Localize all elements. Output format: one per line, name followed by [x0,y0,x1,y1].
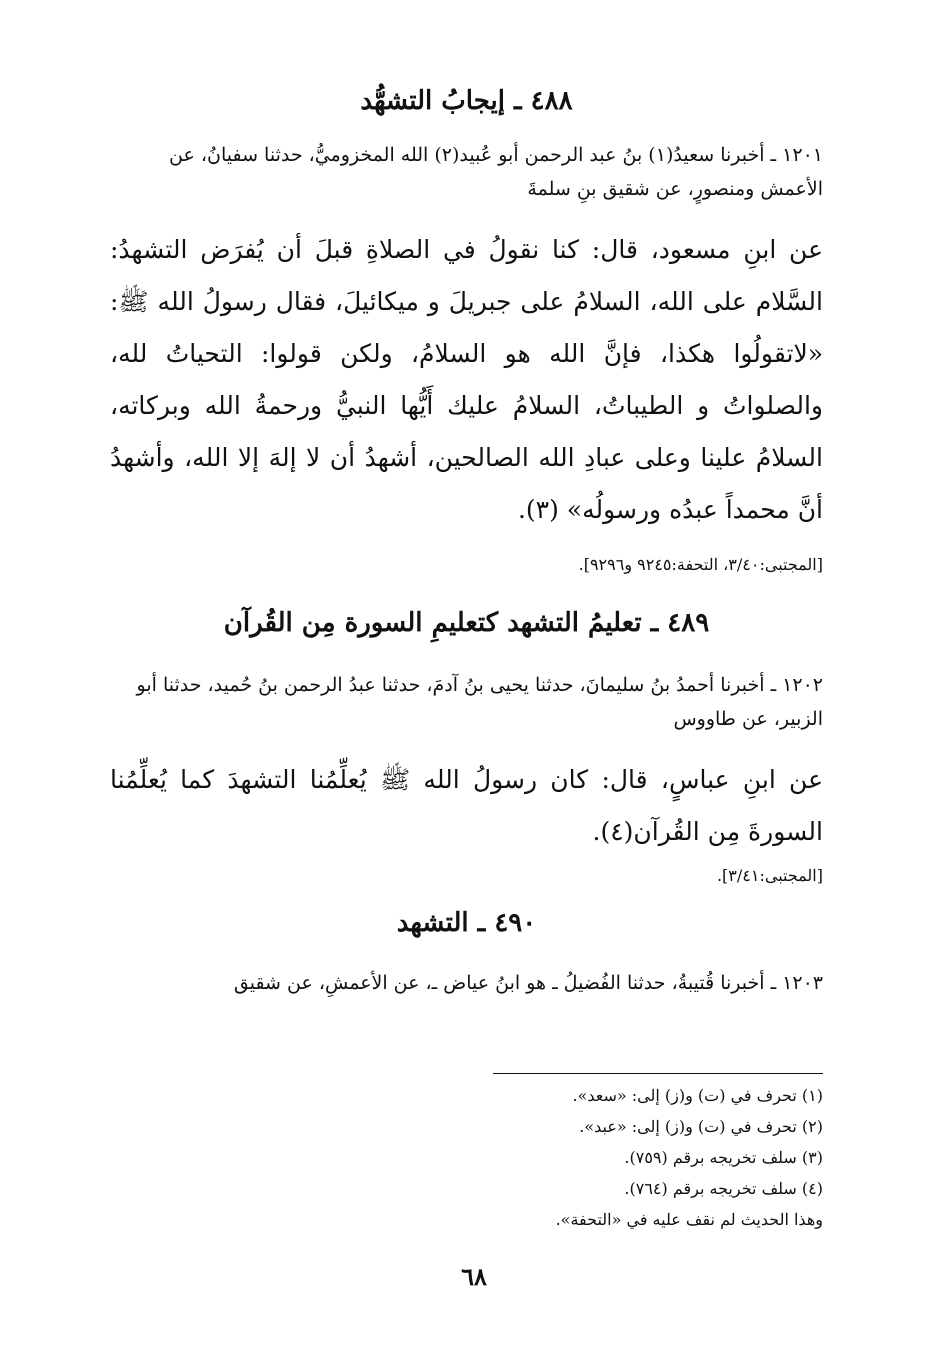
section-heading-490: ٤٩٠ ـ التشهد [396,908,537,938]
footnote-note: وهذا الحديث لم نقف عليه في «التحفة». [555,1210,823,1229]
footnote-2: (٢) تحرف في (ت) و(ز) إلى: «عبد». [579,1117,823,1136]
matn-1202: عن ابنِ عباسٍ، قال: كان رسولُ الله ﷺ يُعلِّمُنا التشهدَ كما يُعلِّمُنا السورةَ مِن القُرآن(٤). [110,765,823,846]
footnotes [110,1080,823,1235]
reference-1201: [المجتبى:٣/٤٠، التحفة:٩٢٤٥ و٩٢٩٦]. [578,555,823,574]
footnote-separator [493,1073,823,1074]
reference-1202: [المجتبى:٣/٤١]. [716,866,823,885]
page-number: ٦٨ [461,1262,487,1291]
isnad-1203: ١٢٠٣ ـ أخبرنا قُتيبةُ، حدثنا الفُضيلُ ـ هو ابنُ عياض ـ، عن الأعمشِ، عن شقيق [233,972,823,994]
footnote-1: (١) تحرف في (ت) و(ز) إلى: «سعد». [572,1086,823,1105]
section-heading-489: ٤٨٩ ـ تعليمُ التشهد كتعليمِ السورة مِن القُرآن [223,608,710,638]
matn-1201: عن ابنِ مسعود، قال: كنا نقولُ في الصلاةِ قبلَ أن يُفرَض التشهدُ: السَّلام على الله، السلامُ على جبريلَ و ميكائيلَ، فقال رسولُ الله ﷺ: «لاتقولُوا هكذا، فإنَّ الله هو السلامُ، ولكن قولوا: التحياتُ لله، والصلواتُ و الطيباتُ، السلامُ عليك أَيُّها النبيُّ ورحمةُ الله وبركاته، السلامُ علينا وعلى عبادِ الله الصالحين، أشهدُ أن لا إلهَ إلا الله، وأشهدُ أنَّ محمداً عبدُه ورسولُه» (٣). [110,235,823,524]
isnad-1202: ١٢٠٢ ـ أخبرنا أحمدُ بنُ سليمانَ، حدثنا يحيى بنُ آدمَ، حدثنا عبدُ الرحمن بنُ حُميد، حدثنا أبو الزبير، عن طاووس [136,674,823,730]
footnote-3: (٣) سلف تخريجه برقم (٧٥٩). [624,1148,823,1167]
footnote-4: (٤) سلف تخريجه برقم (٧٦٤). [624,1179,823,1198]
section-heading-488: ٤٨٨ ـ إيجابُ التشهُّد [360,86,573,116]
isnad-1201: ١٢٠١ ـ أخبرنا سعيدُ(١) بنُ عبد الرحمن أبو عُبيد(٢) الله المخزوميُّ، حدثنا سفيانُ، عن الأعمش ومنصورٍ، عن شقيق بنِ سلمةَ [169,144,823,200]
